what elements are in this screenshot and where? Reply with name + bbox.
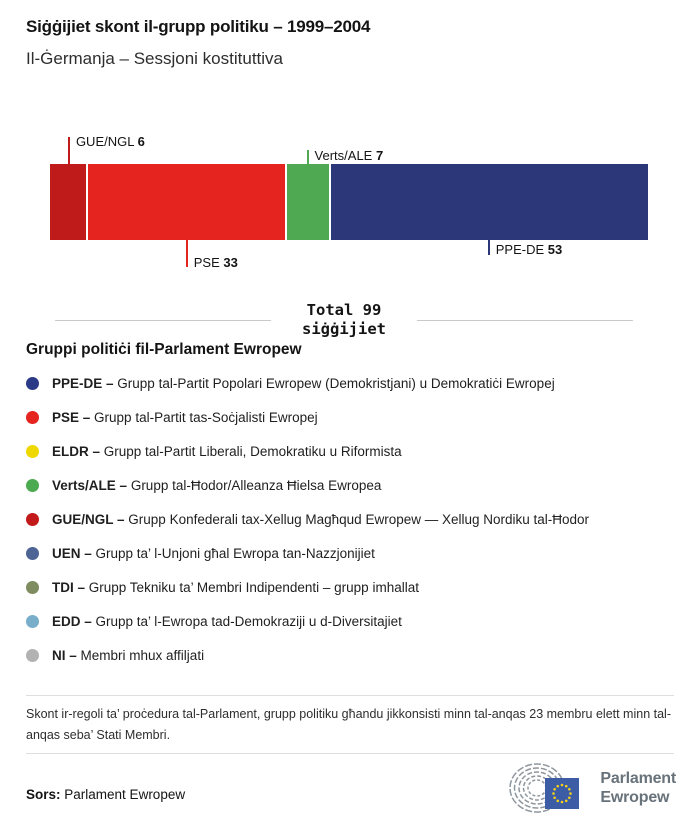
- source-value: Parlament Ewropew: [64, 787, 186, 802]
- legend-dot-uen: [26, 547, 39, 560]
- legend-label: [52, 512, 589, 527]
- ep-logo-line2: Ewropew: [600, 789, 670, 806]
- group-desc: Grupp Tekniku ta’ Membri Indipendenti – grupp imhallat: [88, 579, 419, 595]
- divider-line-left: [55, 320, 271, 321]
- legend-row-pse: [26, 400, 674, 434]
- total-seats-label: [279, 301, 409, 339]
- legend-row-ni: [26, 638, 674, 672]
- group-desc: Grupp tal-Ħodor/Alleanza Ħielsa Ewropea: [130, 477, 382, 493]
- legend-dot-edd: [26, 615, 39, 628]
- group-name: GUE/NGL: [75, 134, 134, 149]
- group-name: PSE: [193, 255, 220, 270]
- legend-row-eldr: [26, 434, 674, 468]
- divider-line-right: [417, 320, 633, 321]
- bar-segment-ppe-de: [331, 164, 648, 240]
- total-divider: [55, 301, 633, 339]
- legend-row-ppe-de: [26, 366, 674, 400]
- group-abbr: TDI –: [52, 579, 86, 595]
- source-line: [26, 787, 185, 802]
- source-label: Sors:: [26, 787, 61, 802]
- seat-count: 53: [547, 242, 563, 257]
- legend-row-gue-ngl: [26, 502, 674, 536]
- group-abbr: NI –: [52, 647, 77, 663]
- group-desc: Grupp ta’ l-Unjoni għal Ewropa tan-Nazzjonijiet: [95, 545, 375, 561]
- group-desc: Membri mhux affiljati: [80, 647, 205, 663]
- group-abbr: PPE-DE –: [52, 375, 114, 391]
- callout-gue-ngl: [68, 134, 145, 164]
- legend-heading: Gruppi politiċi fil-Parlament Ewropew: [26, 341, 302, 358]
- group-abbr: ELDR –: [52, 443, 101, 459]
- legend-label: [52, 376, 555, 391]
- legend-label: [52, 580, 419, 595]
- legend-dot-verts-ale: [26, 479, 39, 492]
- group-abbr: EDD –: [52, 613, 92, 629]
- eu-flag-icon: [545, 778, 579, 809]
- legend-label: [52, 614, 402, 629]
- legend-label: [52, 648, 204, 663]
- total-sublabel: siġġijiet: [302, 320, 386, 338]
- bar-segment-pse: [88, 164, 285, 240]
- group-abbr: GUE/NGL –: [52, 511, 125, 527]
- callout-label-gue-ngl: [70, 134, 145, 149]
- page-subtitle: Il-Ġermanja – Sessjoni kostituttiva: [26, 49, 283, 68]
- ep-hemicycle-icon: [507, 762, 591, 814]
- callout-label-ppe-de: [490, 242, 563, 257]
- callout-verts-ale: [307, 150, 384, 164]
- page-title: Siġġijiet skont il-grupp politiku – 1999–2004: [26, 17, 371, 36]
- ep-logo: [507, 762, 676, 814]
- legend-dot-pse: [26, 411, 39, 424]
- legend-label: [52, 546, 375, 561]
- bar-segment-verts-ale: [287, 164, 329, 240]
- legend-label: [52, 410, 318, 425]
- legend-dot-eldr: [26, 445, 39, 458]
- group-abbr: PSE –: [52, 409, 91, 425]
- callout-pse: [186, 240, 238, 270]
- group-desc: Grupp ta’ l-Ewropa tad-Demokraziji u d-Diversitajiet: [95, 613, 402, 629]
- legend-row-edd: [26, 604, 674, 638]
- callout-label-pse: [188, 255, 238, 270]
- seat-count: 6: [137, 134, 145, 149]
- callout-ppe-de: [488, 240, 563, 255]
- footnote: Skont ir-regoli ta’ proċedura tal-Parlament, grupp politiku għandu jikkonsisti minn tal-anqas 23 membru elett minn tal-anqas seba’ Stati Membri.: [26, 695, 674, 754]
- legend-row-verts-ale: [26, 468, 674, 502]
- legend-dot-ni: [26, 649, 39, 662]
- ep-logo-line1: Parlament: [600, 770, 676, 787]
- legend: [26, 366, 674, 672]
- group-desc: Grupp tal-Partit Liberali, Demokratiku u Riformista: [103, 443, 402, 459]
- legend-row-tdi: [26, 570, 674, 604]
- legend-label: [52, 444, 402, 459]
- bar-segment-gue-ngl: [50, 164, 86, 240]
- seat-count: 7: [375, 148, 384, 163]
- group-desc: Grupp Konfederali tax-Xellug Magħqud Ewropew — Xellug Nordiku tal-Ħodor: [128, 511, 590, 527]
- seats-bar: [50, 164, 648, 240]
- group-desc: Grupp tal-Partit Popolari Ewropew (Demokristjani) u Demokratiċi Ewropej: [117, 375, 555, 391]
- group-name: Verts/ALE: [314, 148, 373, 163]
- total-label: Total 99: [306, 301, 382, 319]
- group-desc: Grupp tal-Partit tas-Soċjalisti Ewropej: [94, 409, 318, 425]
- legend-dot-gue-ngl: [26, 513, 39, 526]
- callout-label-verts-ale: [309, 148, 384, 163]
- seat-count: 33: [223, 255, 238, 270]
- ep-logo-text: [600, 769, 676, 807]
- legend-dot-tdi: [26, 581, 39, 594]
- seats-stacked-bar-chart: [50, 136, 648, 272]
- group-name: PPE-DE: [495, 242, 545, 257]
- group-abbr: UEN –: [52, 545, 92, 561]
- group-abbr: Verts/ALE –: [52, 477, 128, 493]
- legend-label: [52, 478, 381, 493]
- legend-dot-ppe-de: [26, 377, 39, 390]
- legend-row-uen: [26, 536, 674, 570]
